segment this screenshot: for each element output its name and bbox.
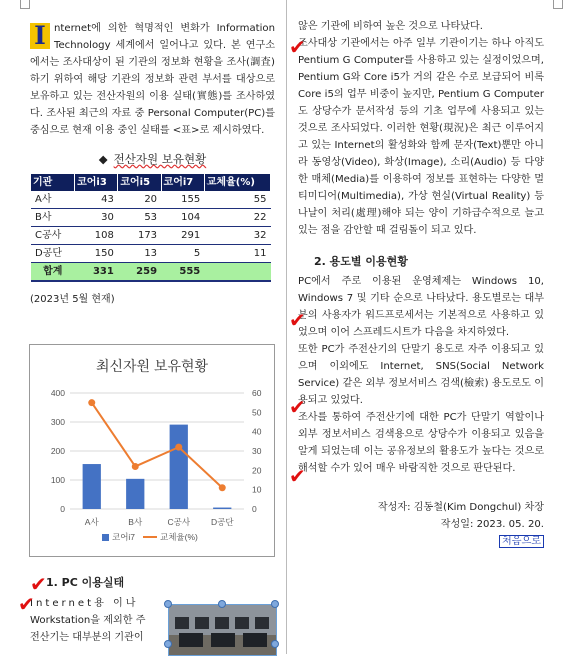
cell: 259 [118,263,161,282]
col-header: 기관 [31,174,75,191]
table-row [31,227,271,245]
bar [83,464,101,509]
right-column [298,0,544,550]
resource-table [31,174,271,282]
cell: 104 [161,209,204,227]
cell: A사 [31,191,75,209]
margin-corner-mark [20,0,30,9]
back-to-top-button[interactable]: 처음으로 [499,535,544,548]
y-left-tick-label: 400 [50,388,65,398]
line-point [175,444,182,451]
section-1-line: Workstation을 제외한 주 [30,615,146,626]
y-right-tick-label: 30 [252,446,262,456]
line-point [132,463,139,470]
resize-handle[interactable] [271,600,279,608]
table-title: ◆ 전산자원 보유현황 [98,152,207,166]
bar [170,425,188,509]
resize-handle[interactable] [218,600,226,608]
table-total-row [31,263,271,282]
resize-handle[interactable] [164,600,172,608]
cell: C공사 [31,227,75,245]
cell: 11 [204,245,270,263]
x-tick-label: D공단 [210,517,234,527]
y-left-tick-label: 100 [50,475,65,485]
cell: 5 [161,245,204,263]
section-1-line: Internet용 이나 [30,598,139,609]
x-tick-label: A사 [84,517,99,527]
table-row [31,191,271,209]
red-check-mark: ✔ [289,464,306,488]
paragraph: 또한 PC가 주전산기의 단말기 용도로 자주 이용되고 있으며 이외에도 Internet, SNS(Social Network Service) 같은 외부 정보서비스 검색(檢索) 용도로도 이용되고 있었다. [298,344,544,406]
cell: 150 [75,245,118,263]
table-row [31,245,271,263]
cell: 30 [75,209,118,227]
margin-corner-mark [553,0,563,9]
resize-handle[interactable] [164,640,172,648]
col-header: 교체율(%) [204,174,270,191]
col-header: 코어i5 [118,174,161,191]
y-right-tick-label: 10 [252,484,262,495]
paragraph: 않은 기관에 비하여 높은 것으로 나타났다. [298,21,484,32]
section-1-heading: 1. PC 이용실태 [46,576,125,589]
intro-paragraph [30,20,275,139]
y-right-tick-label: 20 [252,465,262,476]
as-of-note: (2023년 5월 현재) [30,294,115,305]
resource-chart [29,344,275,557]
diamond-icon: ◆ [98,152,108,166]
cell [204,263,270,282]
cell: B사 [31,209,75,227]
red-check-mark: ✔ [289,395,306,419]
col-header: 코어i3 [75,174,118,191]
cell: D공단 [31,245,75,263]
column-divider [286,0,287,654]
cell: 43 [75,191,118,209]
left-column [30,0,275,308]
paragraph: 조사를 통하여 주전산기에 대한 PC가 단말기 역할이나 외부 정보서비스 검색용으로 상당수가 이용되고 있음을 알게 되었는데 이는 공유정보의 활용도가 높다는 것으로 해석할 수가 있어 매우 바람직한 것으로 판단된다. [298,412,544,474]
cell: 55 [204,191,270,209]
cell: 173 [118,227,161,245]
table-row [31,209,271,227]
cell: 155 [161,191,204,209]
cell: 291 [161,227,204,245]
legend-label: 코어i7 [112,532,136,542]
y-right-tick-label: 50 [252,407,262,418]
author-line: 작성자: 김동철(Kim Dongchul) 차장 [377,502,544,513]
paragraph: 조사대상 기관에서는 아주 일부 기관이기는 하나 아직도 Pentium G Computer를 사용하고 있는 실정이었으며, Pentium G와 Core i5가 거의 같은 수로 보급되어 비록 Core i5의 업무 비중이 높지만, Pentium G Computer도 상당수가 문서작성 등의 기초 업무에 사용되고 있는 것으로 조사되었다. 이러한 현황(現況)은 최근 이루어지고 있는 Internet의 활성화와 함께 문자(Text)뿐만 아니라 동영상(Video), 화상(Image), 소리(Audio) 등 다양한 매체(Media)를 이용하여 정보를 표현하는 다양한 멀티미디어(Multimedia), 가상 현실(Virtual Reality) 등 나날이 처리(處理)해야 되는 양이 기하급수적으로 늘고 있는 점을 감안할 때 걸림돌이 되고 있다. [298,38,544,236]
chart-canvas [30,345,274,556]
cell: 32 [204,227,270,245]
date-line: 작성일: 2023. 05. 20. [440,519,544,530]
bar [213,508,231,509]
cell: 22 [204,209,270,227]
y-right-tick-label: 0 [252,504,257,514]
col-header: 코어i7 [161,174,204,191]
cell: 13 [118,245,161,263]
bar [126,479,144,509]
legend-swatch [102,534,109,541]
y-right-tick-label: 40 [252,426,262,437]
computer-lab-photo[interactable] [168,604,277,656]
table-header-row [31,174,271,191]
y-left-tick-label: 0 [60,504,65,514]
paragraph: PC에서 주로 이용된 운영체제는 Windows 10, Windows 7 및 기타 순으로 나타났다. 용도별로는 대부분의 사용자가 워드프로세서는 기본적으로 사용하고 있었으며 이어 스프레드시트가 다음을 차지하였다. [298,276,544,338]
cell: 555 [161,263,204,282]
red-check-mark: ✔ [289,35,306,59]
cell: 합계 [31,263,75,282]
x-tick-label: B사 [128,517,143,527]
line-point [219,484,226,491]
cell: 331 [75,263,118,282]
red-check-mark: ✔ [30,572,47,596]
red-check-mark: ✔ [18,592,35,616]
y-right-tick-label: 60 [252,388,262,398]
y-left-tick-label: 200 [50,446,65,456]
drop-cap: I [30,23,50,49]
legend-label: 교체율(%) [160,532,198,542]
section-1-line: 전산기는 대부분의 기관이 [30,632,144,643]
photo-image [169,605,276,655]
section-2-heading: 2. 용도별 이용현황 [314,255,408,268]
line-series [92,403,223,488]
resize-handle[interactable] [271,640,279,648]
y-left-tick-label: 300 [50,417,65,427]
x-tick-label: C공사 [167,517,191,527]
cell: 108 [75,227,118,245]
red-check-mark: ✔ [289,308,306,332]
chart-title: 최신자원 보유현황 [95,358,209,374]
cell: 53 [118,209,161,227]
cell: 20 [118,191,161,209]
line-point [88,399,95,406]
intro-text: nternet에 의한 혁명적인 변화가 Information Technology 세계에서 일어나고 있다. 본 연구소에서는 조사대상이 된 기관의 정보화 현황을 조사(調査)하기 위하여 해당 기관의 정보화 관련 부서를 대상으로 보유하고 있는 전산자원의 이용 실태(實態)를 조사하였다. 조사된 최근의 자료 중 Personal Computer(PC)를 중심으로 현재 이용 중인 실태를 <표>로 제시하였다. [30,23,275,136]
back-link-row [298,533,544,550]
